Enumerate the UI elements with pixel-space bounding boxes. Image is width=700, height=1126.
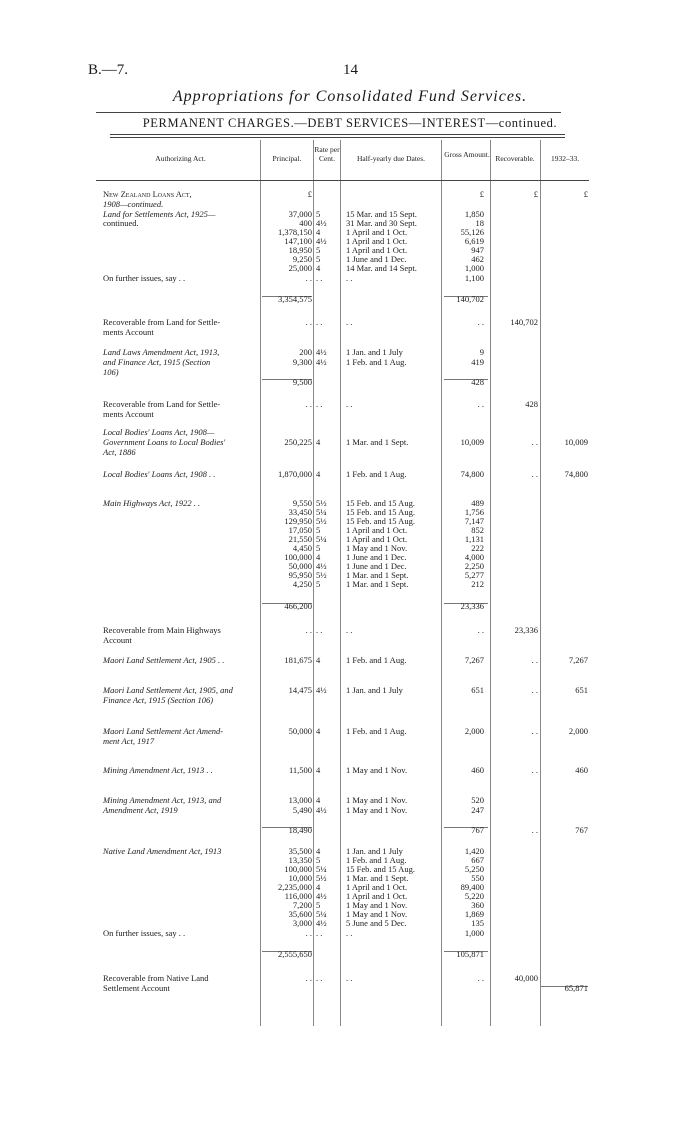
principal-cell: 9,250 (292, 254, 312, 264)
rate-cell: 5½ (316, 498, 327, 508)
rate-cell: . . (316, 625, 323, 635)
authorizing-act-cell: New Zealand Loans Act, (103, 189, 192, 199)
rate-cell: 4½ (316, 891, 327, 901)
principal-cell: . . (305, 317, 312, 327)
due-dates-cell: 1 May and 1 Nov. (346, 900, 408, 910)
year-amount-cell: 460 (575, 765, 588, 775)
rate-cell: 5½ (316, 516, 327, 526)
principal-cell: 35,500 (288, 846, 312, 856)
title-rule (96, 112, 561, 113)
rate-cell: 4½ (316, 805, 327, 815)
gross-amount-cell: 7,147 (464, 516, 484, 526)
recoverable-cell: . . (531, 685, 538, 695)
gross-amount-cell: 1,420 (464, 846, 484, 856)
column-rule (540, 140, 541, 1026)
rate-cell: 5½ (316, 873, 327, 883)
due-dates-cell: 1 Feb. and 1 Aug. (346, 469, 407, 479)
page-title: Appropriations for Consolidated Fund Services. (172, 88, 528, 105)
principal-cell: 9,300 (292, 357, 312, 367)
rate-cell: . . (316, 317, 323, 327)
recoverable-cell: 40,000 (514, 973, 538, 983)
gross-amount-cell: 222 (471, 543, 484, 553)
rate-cell: 5 (316, 525, 321, 535)
gross-amount-cell: . . (477, 625, 484, 635)
authorizing-act-cell: Local Bodies' Loans Act, 1908 . . (103, 469, 216, 479)
principal-cell: 250,225 (284, 437, 312, 447)
header-rate: Rate per Cent. (314, 145, 340, 163)
authorizing-act-cell: Act, 1886 (103, 447, 136, 457)
gross-amount-cell: 23,336 (460, 601, 484, 611)
rate-cell: 5 (316, 579, 321, 589)
due-dates-cell: 31 Mar. and 30 Sept. (346, 218, 417, 228)
gross-amount-cell: 7,267 (464, 655, 484, 665)
principal-cell: . . (305, 973, 312, 983)
gross-amount-cell: 1,850 (464, 209, 484, 219)
due-dates-cell: 1 Mar. and 1 Sept. (346, 873, 409, 883)
page-reference: B.—7. (88, 62, 129, 78)
due-dates-cell: . . (346, 399, 353, 409)
due-dates-cell: 1 May and 1 Nov. (346, 543, 408, 553)
rate-cell: 4 (316, 552, 321, 562)
due-dates-cell: 1 May and 1 Nov. (346, 765, 408, 775)
gross-amount-cell: 5,250 (464, 864, 484, 874)
rate-cell: 4½ (316, 561, 327, 571)
principal-cell: . . (305, 928, 312, 938)
rate-cell: 4½ (316, 918, 327, 928)
gross-amount-cell: . . (477, 399, 484, 409)
due-dates-cell: 1 Jan. and 1 July (346, 685, 403, 695)
principal-cell: 2,555,650 (278, 949, 312, 959)
due-dates-cell: 1 April and 1 Oct. (346, 534, 408, 544)
rate-cell: 4 (316, 655, 321, 665)
gross-amount-cell: 5,220 (464, 891, 484, 901)
due-dates-cell: 1 Jan. and 1 July (346, 347, 403, 357)
authorizing-act-cell: Maori Land Settlement Act, 1905 . . (103, 655, 225, 665)
principal-cell: 2,235,000 (278, 882, 312, 892)
section-rule (110, 137, 565, 138)
year-amount-cell: 74,800 (564, 469, 588, 479)
header-recoverable: Recoverable. (495, 154, 535, 163)
authorizing-act-cell: On further issues, say . . (103, 928, 186, 938)
principal-cell: . . (305, 273, 312, 283)
rate-cell: 5¼ (316, 534, 327, 544)
due-dates-cell: . . (346, 625, 353, 635)
principal-cell: 18,950 (288, 245, 312, 255)
authorizing-act-cell: ments Account (103, 409, 154, 419)
due-dates-cell: 1 Jan. and 1 July (346, 846, 403, 856)
gross-amount-cell: 140,702 (456, 294, 484, 304)
rate-cell: 4 (316, 882, 321, 892)
principal-cell: 37,000 (288, 209, 312, 219)
authorizing-act-cell: Land for Settlements Act, 1925— (103, 209, 216, 219)
gross-amount-cell: 460 (471, 765, 484, 775)
year-amount-cell: 10,009 (564, 437, 588, 447)
due-dates-cell: 5 June and 5 Dec. (346, 918, 407, 928)
header-rule (96, 180, 589, 181)
gross-amount-cell: 247 (471, 805, 484, 815)
due-dates-cell: 1 April and 1 Oct. (346, 236, 408, 246)
principal-cell: 18,490 (288, 825, 312, 835)
due-dates-cell: 1 Mar. and 1 Sept. (346, 570, 409, 580)
gross-amount-cell: . . (477, 317, 484, 327)
recoverable-cell: . . (531, 437, 538, 447)
gross-amount-cell: 550 (471, 873, 484, 883)
gross-amount-cell: 135 (471, 918, 484, 928)
header-year: 1932–33. (550, 154, 580, 163)
due-dates-cell: 14 Mar. and 14 Sept. (346, 263, 417, 273)
gross-amount-cell: 212 (471, 579, 484, 589)
due-dates-cell: 1 Mar. and 1 Sept. (346, 437, 409, 447)
recoverable-cell: . . (531, 765, 538, 775)
rate-cell: 4 (316, 263, 321, 273)
gross-amount-cell: . . (477, 973, 484, 983)
due-dates-cell: 1 May and 1 Nov. (346, 805, 408, 815)
principal-cell: . . (305, 399, 312, 409)
authorizing-act-cell: Finance Act, 1915 (Section 106) (103, 695, 214, 705)
principal-cell: 33,450 (288, 507, 312, 517)
gross-amount-cell: 360 (471, 900, 484, 910)
gross-amount-cell: 55,126 (460, 227, 484, 237)
gross-amount-cell: 18 (475, 218, 484, 228)
principal-cell: 1,378,150 (278, 227, 312, 237)
due-dates-cell: 15 Feb. and 15 Aug. (346, 516, 415, 526)
section-rule (110, 134, 565, 135)
authorizing-act-cell: Mining Amendment Act, 1913 . . (103, 765, 213, 775)
rate-cell: 4 (316, 437, 321, 447)
recoverable-cell: 23,336 (514, 625, 538, 635)
authorizing-act-cell: Settlement Account (103, 983, 170, 993)
principal-cell: 4,450 (292, 543, 312, 553)
principal-cell: 9,550 (292, 498, 312, 508)
rate-cell: 5 (316, 245, 321, 255)
header-due-dates: Half-yearly due Dates. (356, 154, 426, 163)
year-amount-cell: 767 (575, 825, 588, 835)
gross-amount-cell: 651 (471, 685, 484, 695)
authorizing-act-cell: Government Loans to Local Bodies' (103, 437, 226, 447)
gross-amount-cell: 462 (471, 254, 484, 264)
due-dates-cell: 1 June and 1 Dec. (346, 552, 407, 562)
principal-cell: 11,500 (288, 765, 312, 775)
authorizing-act-cell: Native Land Amendment Act, 1913 (103, 846, 222, 856)
gross-amount-cell: 4,000 (464, 552, 484, 562)
gross-amount-cell: 489 (471, 498, 484, 508)
due-dates-cell: 1 Feb. and 1 Aug. (346, 726, 407, 736)
gross-amount-cell: 1,131 (464, 534, 484, 544)
rate-cell: . . (316, 399, 323, 409)
authorizing-act-cell: 1908—continued. (103, 199, 164, 209)
due-dates-cell: 15 Feb. and 15 Aug. (346, 498, 415, 508)
authorizing-act-cell: ments Account (103, 327, 154, 337)
page-number: 14 (343, 62, 358, 78)
principal-cell: 1,870,000 (278, 469, 312, 479)
gross-amount-cell: 105,871 (456, 949, 484, 959)
due-dates-cell: . . (346, 273, 353, 283)
gross-amount-cell: 1,756 (464, 507, 484, 517)
due-dates-cell: 1 May and 1 Nov. (346, 795, 408, 805)
principal-cell: 100,000 (284, 552, 312, 562)
year-amount-cell: 2,000 (568, 726, 588, 736)
principal-cell: 14,475 (288, 685, 312, 695)
header-gross-amount: Gross Amount. (444, 150, 490, 159)
authorizing-act-cell: and Finance Act, 1915 (Section (103, 357, 211, 367)
principal-cell: 129,950 (284, 516, 312, 526)
header-authorizing-act: Authorizing Act. (155, 154, 206, 163)
gross-amount-cell: 520 (471, 795, 484, 805)
gross-amount-cell: 10,009 (460, 437, 484, 447)
principal-cell: 400 (299, 218, 312, 228)
header-principal: Principal. (272, 154, 302, 163)
due-dates-cell: 1 Feb. and 1 Aug. (346, 855, 407, 865)
principal-cell: 4,250 (292, 579, 312, 589)
gross-amount-cell: 89,400 (460, 882, 484, 892)
authorizing-act-cell: Recoverable from Native Land (103, 973, 209, 983)
principal-cell: 5,490 (292, 805, 312, 815)
principal-cell: 21,550 (288, 534, 312, 544)
column-rule (490, 140, 491, 1026)
rate-cell: . . (316, 928, 323, 938)
principal-cell: . . (305, 625, 312, 635)
column-rule (313, 140, 314, 1026)
principal-cell: 181,675 (284, 655, 312, 665)
gross-amount-cell: 1,000 (464, 928, 484, 938)
principal-cell: 200 (299, 347, 312, 357)
principal-cell: 50,000 (288, 561, 312, 571)
principal-cell: 35,600 (288, 909, 312, 919)
rate-cell: 4 (316, 795, 321, 805)
gross-amount-cell: 6,619 (464, 236, 484, 246)
recoverable-cell: 428 (525, 399, 538, 409)
rate-cell: 5 (316, 855, 321, 865)
recoverable-cell: £ (533, 189, 538, 199)
rate-cell: 4 (316, 726, 321, 736)
gross-amount-cell: 428 (471, 377, 484, 387)
gross-amount-cell: 74,800 (460, 469, 484, 479)
recoverable-cell: . . (531, 469, 538, 479)
rate-cell: 5 (316, 254, 321, 264)
due-dates-cell: 1 April and 1 Oct. (346, 227, 408, 237)
principal-cell: 9,500 (292, 377, 312, 387)
gross-amount-cell: 852 (471, 525, 484, 535)
gross-amount-cell: 2,250 (464, 561, 484, 571)
rate-cell: 4½ (316, 685, 327, 695)
principal-cell: 13,350 (288, 855, 312, 865)
rate-cell: 5¼ (316, 507, 327, 517)
rate-cell: 5 (316, 209, 321, 219)
gross-amount-cell: 667 (471, 855, 484, 865)
principal-cell: 13,000 (288, 795, 312, 805)
authorizing-act-cell: Maori Land Settlement Act Amend- (103, 726, 224, 736)
rate-cell: 4 (316, 765, 321, 775)
year-amount-cell: £ (583, 189, 588, 199)
rate-cell: 5½ (316, 570, 327, 580)
recoverable-cell: 140,702 (510, 317, 538, 327)
authorizing-act-cell: On further issues, say . . (103, 273, 186, 283)
gross-amount-cell: 9 (479, 347, 484, 357)
due-dates-cell: 15 Mar. and 15 Sept. (346, 209, 417, 219)
due-dates-cell: 1 Mar. and 1 Sept. (346, 579, 409, 589)
gross-amount-cell: £ (479, 189, 484, 199)
recoverable-cell: . . (531, 655, 538, 665)
due-dates-cell: 1 June and 1 Dec. (346, 254, 407, 264)
rate-cell: 5¼ (316, 909, 327, 919)
rate-cell: . . (316, 973, 323, 983)
principal-cell: 3,000 (292, 918, 312, 928)
due-dates-cell: 1 April and 1 Oct. (346, 245, 408, 255)
authorizing-act-cell: ment Act, 1917 (103, 736, 155, 746)
due-dates-cell: 1 May and 1 Nov. (346, 909, 408, 919)
gross-amount-cell: 5,277 (464, 570, 484, 580)
authorizing-act-cell: Account (103, 635, 132, 645)
due-dates-cell: 1 June and 1 Dec. (346, 561, 407, 571)
rate-cell: 5 (316, 900, 321, 910)
recoverable-cell: . . (531, 726, 538, 736)
year-amount-cell: 651 (575, 685, 588, 695)
gross-amount-cell: 947 (471, 245, 484, 255)
rate-cell: 4 (316, 227, 321, 237)
year-amount-cell: 7,267 (568, 655, 588, 665)
authorizing-act-cell: Recoverable from Land for Settle- (103, 317, 221, 327)
gross-amount-cell: 1,000 (464, 263, 484, 273)
due-dates-cell: . . (346, 317, 353, 327)
recoverable-cell: . . (531, 825, 538, 835)
principal-cell: 10,000 (288, 873, 312, 883)
principal-cell: 3,354,575 (278, 294, 312, 304)
rate-cell: 4½ (316, 347, 327, 357)
due-dates-cell: 1 Feb. and 1 Aug. (346, 357, 407, 367)
rate-cell: 5 (316, 543, 321, 553)
rate-cell: 5¼ (316, 864, 327, 874)
due-dates-cell: . . (346, 928, 353, 938)
rate-cell: 4½ (316, 236, 327, 246)
principal-cell: 95,950 (288, 570, 312, 580)
gross-amount-cell: 419 (471, 357, 484, 367)
principal-cell: 17,050 (288, 525, 312, 535)
authorizing-act-cell: Land Laws Amendment Act, 1913, (103, 347, 220, 357)
principal-cell: £ (307, 189, 312, 199)
due-dates-cell: 15 Feb. and 15 Aug. (346, 507, 415, 517)
authorizing-act-cell: Maori Land Settlement Act, 1905, and (103, 685, 233, 695)
authorizing-act-cell: Amendment Act, 1919 (103, 805, 178, 815)
column-rule (340, 140, 341, 1026)
principal-cell: 147,100 (284, 236, 312, 246)
principal-cell: 100,000 (284, 864, 312, 874)
due-dates-cell: 1 April and 1 Oct. (346, 525, 408, 535)
due-dates-cell: . . (346, 973, 353, 983)
principal-cell: 466,200 (284, 601, 312, 611)
principal-cell: 7,200 (292, 900, 312, 910)
due-dates-cell: 1 April and 1 Oct. (346, 882, 408, 892)
authorizing-act-cell: Recoverable from Land for Settle- (103, 399, 221, 409)
rate-cell: . . (316, 273, 323, 283)
authorizing-act-cell: Local Bodies' Loans Act, 1908— (103, 427, 215, 437)
due-dates-cell: 15 Feb. and 15 Aug. (346, 864, 415, 874)
gross-amount-cell: 2,000 (464, 726, 484, 736)
rate-cell: 4½ (316, 218, 327, 228)
due-dates-cell: 1 Feb. and 1 Aug. (346, 655, 407, 665)
authorizing-act-cell: continued. (103, 218, 139, 228)
section-title: PERMANENT CHARGES.—DEBT SERVICES—INTEREST—continued. (142, 116, 558, 130)
principal-cell: 116,000 (284, 891, 312, 901)
rate-cell: 4 (316, 469, 321, 479)
year-amount-cell: 65,871 (564, 983, 588, 993)
principal-cell: 25,000 (288, 263, 312, 273)
rate-cell: 4½ (316, 357, 327, 367)
authorizing-act-cell: Main Highways Act, 1922 . . (103, 498, 201, 508)
rate-cell: 4 (316, 846, 321, 856)
gross-amount-cell: 767 (471, 825, 484, 835)
authorizing-act-cell: 106) (103, 367, 119, 377)
principal-cell: 50,000 (288, 726, 312, 736)
gross-amount-cell: 1,100 (464, 273, 484, 283)
due-dates-cell: 1 April and 1 Oct. (346, 891, 408, 901)
authorizing-act-cell: Recoverable from Main Highways (103, 625, 221, 635)
gross-amount-cell: 1,869 (464, 909, 484, 919)
authorizing-act-cell: Mining Amendment Act, 1913, and (103, 795, 222, 805)
